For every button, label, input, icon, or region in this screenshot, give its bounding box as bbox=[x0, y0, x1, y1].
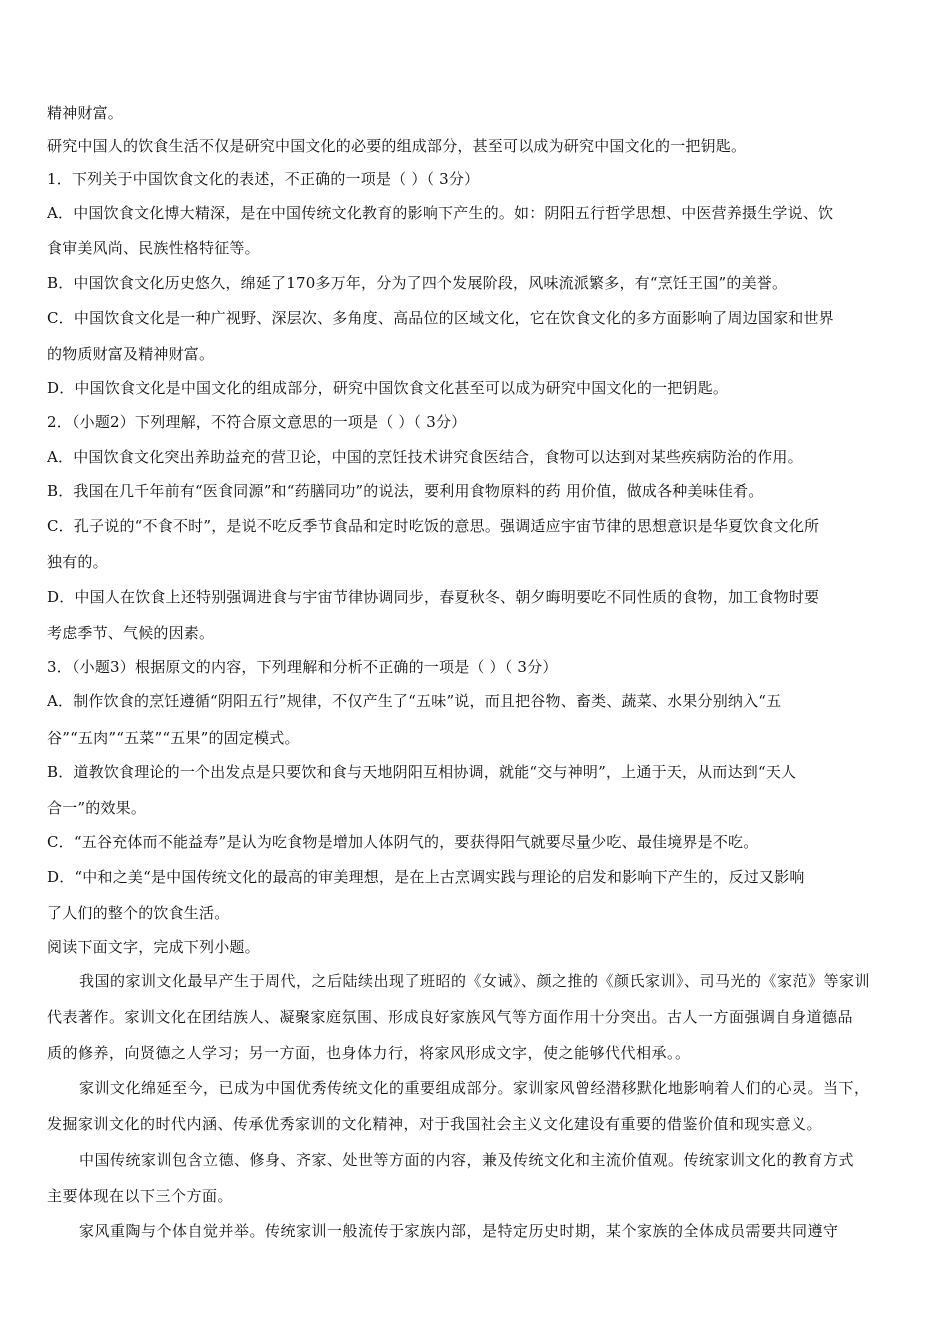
text-line: 研究中国人的饮食生活不仅是研究中国文化的必要的组成部分，甚至可以成为研究中国文化的一把钥匙。 bbox=[47, 137, 747, 155]
option-d-line: 了人们的整个的饮食生活。 bbox=[47, 904, 230, 922]
passage-line: 主要体现在以下三个方面。 bbox=[47, 1187, 234, 1205]
text-line: 精神财富。 bbox=[47, 104, 124, 122]
option-c-line: 独有的。 bbox=[47, 553, 108, 571]
option-b-line: B．道教饮食理论的一个出发点是只要饮和食与天地阴阳互相协调，就能“交与神明”，上通于天，从而达到“天人 bbox=[47, 763, 797, 781]
option-d-line: D．中国人在饮食上还特别强调进食与宇宙节律协调同步，春夏秋冬、朝夕晦明要吃不同性质的食物，加工食物时要 bbox=[47, 588, 820, 606]
reading-instruction: 阅读下面文字，完成下列小题。 bbox=[47, 938, 260, 956]
option-c-line: C．孔子说的“不食不时”，是说不吃反季节食品和定时吃饭的意思。强调适应宇宙节律的思想意识是华夏饮食文化所 bbox=[47, 517, 820, 535]
option-a-line: A．制作饮食的烹饪遵循“阴阳五行”规律，不仅产生了“五味”说，而且把谷物、畜类、蔬菜、水果分别纳入“五 bbox=[47, 692, 782, 710]
passage-line: 中国传统家训包含立德、修身、齐家、处世等方面的内容，兼及传统文化和主流价值观。传统家训文化的教育方式 bbox=[79, 1151, 855, 1169]
question-3-stem: 3．（小题3）根据原文的内容，下列理解和分析不正确的一项是（ ）（ 3分） bbox=[47, 658, 558, 676]
passage-line: 我国的家训文化最早产生于周代，之后陆续出现了班昭的《女诫》、颜之推的《颜氏家训》、司马光的《家范》等家训 bbox=[79, 972, 871, 990]
option-d-line: 考虑季节、气候的因素。 bbox=[47, 624, 215, 642]
passage-line: 家训文化绵延至今，已成为中国优秀传统文化的重要组成部分。家训家风曾经潜移默化地影响着人们的心灵。当下， bbox=[79, 1079, 870, 1097]
option-d-line: D．“中和之美“是中国传统文化的最高的审美理想，是在上古烹调实践与理论的启发和影响下产生的，反过又影响 bbox=[47, 868, 805, 886]
option-c-line: 的物质财富及精神财富。 bbox=[47, 345, 215, 363]
passage-line: 代表著作。家训文化在团结族人、凝聚家庭氛围、形成良好家族风气等方面作用十分突出。古人一方面强调自身道德品 bbox=[47, 1008, 854, 1026]
option-b-line: B．我国在几千年前有“医食同源”和“药膳同功”的说法，要利用食物原料的药 用价值，做成各种美味佳肴。 bbox=[47, 482, 764, 500]
option-b-line: B．中国饮食文化历史悠久，绵延了170多万年，分为了四个发展阶段，风味流派繁多，有“烹饪王国”的美誉。 bbox=[47, 274, 788, 292]
option-a-line: A．中国饮食文化博大精深，是在中国传统文化教育的影响下产生的。如：阴阳五行哲学思想、中医营养摄生学说、饮 bbox=[47, 204, 834, 222]
option-b-line: 合一”的效果。 bbox=[47, 799, 147, 817]
option-a-line: 谷”“五肉”“五菜”“五果”的固定模式。 bbox=[47, 729, 300, 747]
passage-line: 质的修养，向贤德之人学习；另一方面，也身体力行，将家风形成文字，使之能够代代相承。。 bbox=[47, 1044, 691, 1062]
option-c-line: C．中国饮食文化是一种广视野、深层次、多角度、高品位的区域文化，它在饮食文化的多方面影响了周边国家和世界 bbox=[47, 309, 834, 327]
option-a-line: 食审美风尚、民族性格特征等。 bbox=[47, 239, 260, 257]
option-a-line: A．中国饮食文化突出养助益充的营卫论，中国的烹饪技术讲究食医结合，食物可以达到对某些疾病防治的作用。 bbox=[47, 448, 803, 466]
question-1-stem: 1．下列关于中国饮食文化的表述，不正确的一项是（ ）（ 3分） bbox=[47, 170, 480, 188]
option-d-line: D．中国饮食文化是中国文化的组成部分，研究中国饮食文化甚至可以成为研究中国文化的一把钥匙。 bbox=[47, 379, 729, 397]
option-c-line: C．“五谷充体而不能益寿”是认为吃食物是增加人体阴气的，要获得阳气就要尽量少吃、最佳境界是不吃。 bbox=[47, 833, 759, 851]
question-2-stem: 2．（小题2）下列理解，不符合原文意思的一项是（ ）（ 3分） bbox=[47, 413, 467, 431]
passage-line: 家风重陶与个体自觉并举。传统家训一般流传于家族内部，是特定历史时期，某个家族的全体成员需要共同遵守 bbox=[79, 1222, 839, 1240]
passage-line: 发掘家训文化的时代内涵、传承优秀家训的文化精神，对于我国社会主义文化建设有重要的借鉴价值和现实意义。 bbox=[47, 1115, 823, 1133]
